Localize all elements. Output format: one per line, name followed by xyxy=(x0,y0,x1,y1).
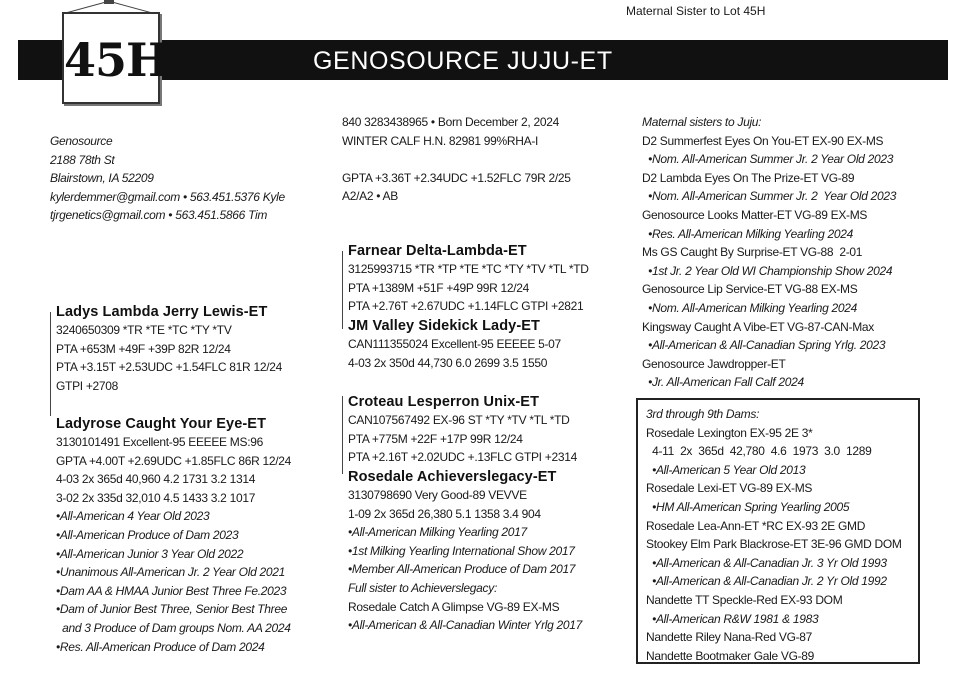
sire-line: GTPI +2708 xyxy=(56,378,119,393)
consignor-line: 2188 78th St xyxy=(50,152,115,167)
sire-line: 3240650309 *TR *TE *TC *TY *TV xyxy=(56,323,232,337)
maternal-sisters-block xyxy=(642,113,896,392)
maternal-sister-line: •Nom. All-American Milking Yearling 2024 xyxy=(642,300,858,315)
dam-dam-block xyxy=(348,468,582,635)
maternal-sister-line: D2 Lambda Eyes On The Prize-ET VG-89 xyxy=(642,170,855,185)
dam-honor: •All-American 4 Year Old 2023 xyxy=(56,509,210,524)
pedigree-connector xyxy=(342,396,343,474)
maternal-sister-line: Genosource Looks Matter-ET VG-89 EX-MS xyxy=(642,207,868,222)
dam-line: GPTA +4.00T +2.69UDC +1.85FLC 86R 12/24 xyxy=(56,453,292,468)
maternal-sister-line: Genosource Jawdropper-ET xyxy=(642,356,786,371)
animal-info-line xyxy=(342,150,571,169)
full-sister-honor: •All-American & All-Canadian Winter Yrlg 2017 xyxy=(348,618,583,633)
dams-box-line: •All-American & All-Canadian Jr. 2 Yr Old 1992 xyxy=(646,574,887,589)
pedigree-connector xyxy=(342,251,343,329)
animal-info-line: GPTA +3.36T +2.34UDC +1.52FLC 79R 2/25 xyxy=(342,170,571,185)
dam-honor: and 3 Produce of Dam groups Nom. AA 2024 xyxy=(56,620,291,635)
sire-sire-block xyxy=(348,242,589,316)
dam-dam-honor: •All-American Milking Yearling 2017 xyxy=(348,525,527,540)
maternal-sister-line: •Res. All-American Milking Yearling 2024 xyxy=(642,226,854,241)
dam-line: 3-02 2x 335d 32,010 4.5 1433 3.2 1017 xyxy=(56,490,256,505)
sire-sire-line: 3125993715 *TR *TP *TE *TC *TY *TV *TL *TD xyxy=(348,262,589,276)
dam-block xyxy=(56,415,291,656)
sire-sire-name: Farnear Delta-Lambda-ET xyxy=(348,243,527,259)
consignor-block xyxy=(50,132,285,225)
dam-sire-line: PTA +775M +22F +17P 99R 12/24 xyxy=(348,431,523,446)
maternal-sister-line: •1st Jr. 2 Year Old WI Championship Show 2024 xyxy=(642,263,893,278)
dams-box-line: •All-American 5 Year Old 2013 xyxy=(646,462,806,477)
dams-box-line: Nandette Bootmaker Gale VG-89 xyxy=(646,648,815,663)
dam-dam-honor: •Member All-American Produce of Dam 2017 xyxy=(348,562,576,577)
sire-dam-name: JM Valley Sidekick Lady-ET xyxy=(348,318,540,334)
sire-sire-line: PTA +1389M +51F +49P 99R 12/24 xyxy=(348,280,530,295)
pedigree-connector xyxy=(50,312,51,416)
dams-box-line: Nandette Riley Nana-Red VG-87 xyxy=(646,630,813,645)
dams-box-line: Rosedale Lea-Ann-ET *RC EX-93 2E GMD xyxy=(646,518,866,533)
dam-line: 4-03 2x 365d 40,960 4.2 1731 3.2 1314 xyxy=(56,472,256,487)
dams-box-line: Rosedale Lexington EX-95 2E 3* xyxy=(646,425,813,440)
dam-sire-line: CAN107567492 EX-96 ST *TY *TV *TL *TD xyxy=(348,413,570,427)
dams-box-line: 4-11 2x 365d 42,780 4.6 1973 3.0 1289 xyxy=(646,444,872,459)
maternal-sister-line: Kingsway Caught A Vibe-ET VG-87-CAN-Max xyxy=(642,319,874,334)
dams-box-label: 3rd through 9th Dams: xyxy=(646,407,760,421)
consignor-line: Genosource xyxy=(50,134,113,148)
lot-number-sign xyxy=(62,12,169,104)
sire-dam-block xyxy=(348,317,561,372)
dam-name: Ladyrose Caught Your Eye-ET xyxy=(56,416,267,432)
dam-honor: •All-American Junior 3 Year Old 2022 xyxy=(56,546,244,561)
consignor-line: Blairstown, IA 52209 xyxy=(50,171,154,186)
animal-info-line: A2/A2 • AB xyxy=(342,189,398,204)
dam-dam-honor: •1st Milking Yearling International Show 2017 xyxy=(348,543,575,558)
dams-box xyxy=(636,398,920,664)
maternal-sister-line: •Jr. All-American Fall Calf 2024 xyxy=(642,375,804,390)
dam-sire-line: PTA +2.16T +2.02UDC +.13FLC GTPI +2314 xyxy=(348,450,577,465)
maternal-sister-line: •All-American & All-Canadian Spring Yrlg. 2023 xyxy=(642,338,886,353)
dam-sire-block xyxy=(348,393,577,467)
dams-box-line: •HM All-American Spring Yearling 2005 xyxy=(646,499,850,514)
sire-line: PTA +653M +49F +39P 82R 12/24 xyxy=(56,341,231,356)
dams-box-line: •All-American & All-Canadian Jr. 3 Yr Old 1993 xyxy=(646,555,887,570)
full-sister-label: Full sister to Achieverslegacy: xyxy=(348,580,497,595)
full-sister-name: Rosedale Catch A Glimpse VG-89 EX-MS xyxy=(348,599,560,614)
sire-line: PTA +3.15T +2.53UDC +1.54FLC 81R 12/24 xyxy=(56,360,282,375)
sire-sire-line: PTA +2.76T +2.67UDC +1.14FLC GTPI +2821 xyxy=(348,299,584,314)
sire-dam-line: CAN111355024 Excellent-95 EEEEE 5-07 xyxy=(348,337,561,351)
maternal-sister-line: D2 Summerfest Eyes On You-ET EX-90 EX-MS xyxy=(642,133,884,148)
consignor-line: tjrgenetics@gmail.com • 563.451.5866 Tim xyxy=(50,208,268,223)
animal-info-line: 840 3283438965 • Born December 2, 2024 xyxy=(342,115,559,129)
dam-honor: •Dam of Junior Best Three, Senior Best Three xyxy=(56,602,288,617)
dams-box-line: Rosedale Lexi-ET VG-89 EX-MS xyxy=(646,481,813,496)
maternal-sister-line: •Nom. All-American Summer Jr. 2 Year Old 2023 xyxy=(642,152,894,167)
consignor-line: kylerdemmer@gmail.com • 563.451.5376 Kyle xyxy=(50,189,285,204)
dam-honor: •Dam AA & HMAA Junior Best Three Fe.2023 xyxy=(56,583,287,598)
maternal-sister-line: Genosource Lip Service-ET VG-88 EX-MS xyxy=(642,282,858,297)
dam-honor: •All-American Produce of Dam 2023 xyxy=(56,527,239,542)
lot-title: GENOSOURCE JUJU-ET xyxy=(313,47,613,75)
dams-box-line: Stookey Elm Park Blackrose-ET 3E-96 GMD DOM xyxy=(646,537,902,552)
dams-box-line: Nandette TT Speckle-Red EX-93 DOM xyxy=(646,592,843,607)
sire-dam-line: 4-03 2x 350d 44,730 6.0 2699 3.5 1550 xyxy=(348,355,548,370)
dam-line: 3130101491 Excellent-95 EEEEE MS:96 xyxy=(56,435,263,449)
dam-sire-name: Croteau Lesperron Unix-ET xyxy=(348,394,540,410)
header-note: Maternal Sister to Lot 45H xyxy=(626,4,766,18)
sire-name: Ladys Lambda Jerry Lewis-ET xyxy=(56,304,268,320)
animal-info-block xyxy=(342,113,571,206)
maternal-sister-line: •Nom. All-American Summer Jr. 2 Year Old 2023 xyxy=(642,189,897,204)
dam-dam-line: 3130798690 Very Good-89 VEVVE xyxy=(348,488,527,502)
lot-number: 45H xyxy=(64,33,169,87)
dam-dam-line: 1-09 2x 365d 26,380 5.1 1358 3.4 904 xyxy=(348,506,541,521)
dam-honor: •Res. All-American Produce of Dam 2024 xyxy=(56,639,265,654)
sire-block xyxy=(56,303,282,395)
dams-box-line: •All-American R&W 1981 & 1983 xyxy=(646,611,819,626)
maternal-sisters-label: Maternal sisters to Juju: xyxy=(642,115,762,129)
dam-honor: •Unanimous All-American Jr. 2 Year Old 2021 xyxy=(56,565,285,580)
dam-dam-name: Rosedale Achieverslegacy-ET xyxy=(348,469,557,485)
maternal-sister-line: Ms GS Caught By Surprise-ET VG-88 2-01 xyxy=(642,245,863,260)
animal-info-line: WINTER CALF H.N. 82981 99%RHA-I xyxy=(342,133,539,148)
